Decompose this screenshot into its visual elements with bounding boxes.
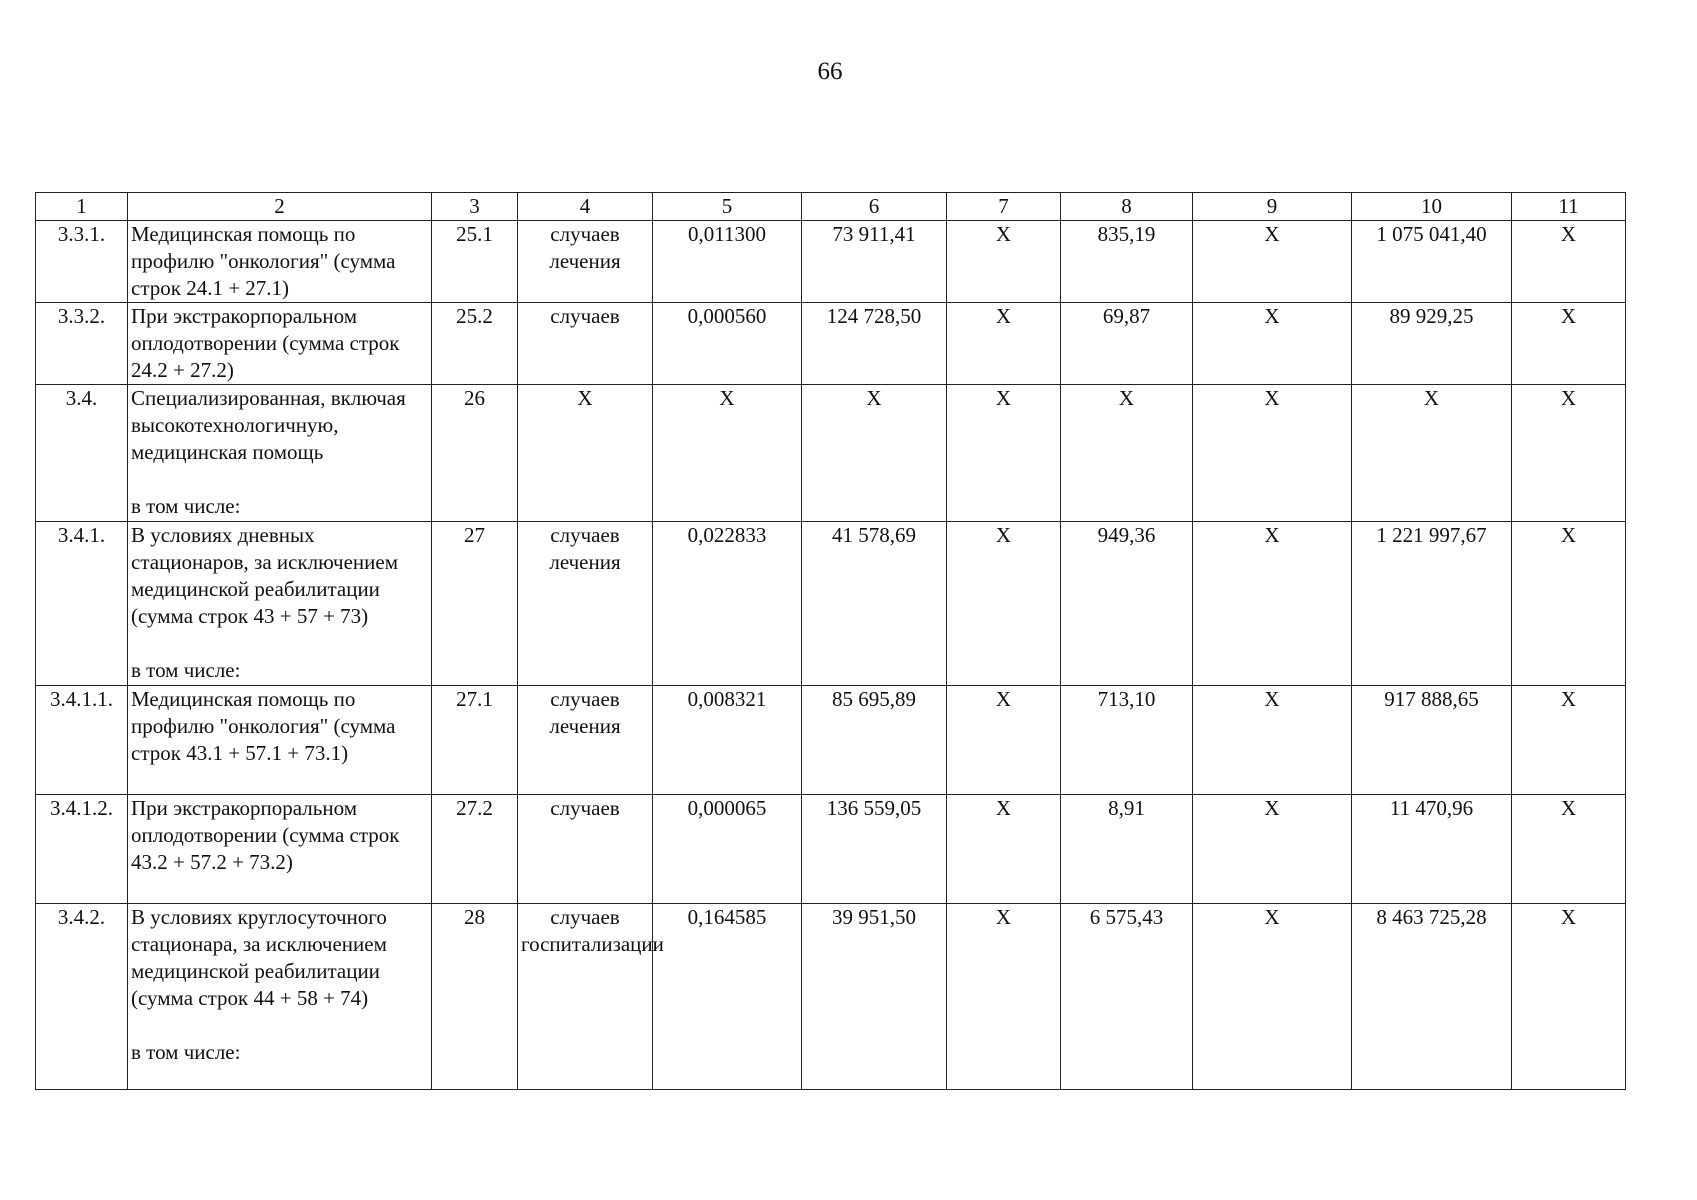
column-number: 7	[947, 193, 1061, 221]
row-number: 3.3.2.	[36, 303, 128, 385]
cell-col9: X	[1193, 904, 1352, 1090]
row-name	[128, 904, 432, 1090]
line-code: 27.2	[432, 795, 518, 904]
cell-col7: X	[947, 385, 1061, 522]
row-number: 3.4.2.	[36, 904, 128, 1090]
column-numbers-row	[36, 193, 1626, 221]
unit: случаев лечения	[518, 522, 653, 686]
cell-col5: 0,000065	[653, 795, 802, 904]
row-subtitle: в том числе:	[131, 658, 241, 682]
column-number: 8	[1061, 193, 1193, 221]
row-name-text: При экстракорпоральном оплодотворении (сумма строк 43.2 + 57.2 + 73.2)	[131, 796, 400, 874]
column-number: 1	[36, 193, 128, 221]
row-name	[128, 795, 432, 904]
row-subtitle: в том числе:	[131, 1040, 241, 1064]
row-number: 3.4.1.	[36, 522, 128, 686]
cell-col5: 0,164585	[653, 904, 802, 1090]
unit: случаев	[518, 303, 653, 385]
row-name-text: В условиях дневных стационаров, за исключением медицинской реабилитации (сумма строк 43 + 57 + 73)	[131, 523, 398, 628]
cell-col6: X	[802, 385, 947, 522]
cell-col5: 0,011300	[653, 221, 802, 303]
cell-col7: X	[947, 904, 1061, 1090]
cell-col6: 85 695,89	[802, 686, 947, 795]
cell-col10: 8 463 725,28	[1352, 904, 1512, 1090]
cell-col9: X	[1193, 385, 1352, 522]
cell-col8: 835,19	[1061, 221, 1193, 303]
cell-col8: 949,36	[1061, 522, 1193, 686]
cell-col9: X	[1193, 795, 1352, 904]
cell-col10: 1 075 041,40	[1352, 221, 1512, 303]
cell-col11: X	[1512, 385, 1626, 522]
cell-col9: X	[1193, 522, 1352, 686]
unit: случаев лечения	[518, 221, 653, 303]
cell-col11: X	[1512, 221, 1626, 303]
line-code: 25.2	[432, 303, 518, 385]
cell-col7: X	[947, 522, 1061, 686]
unit: случаев	[518, 795, 653, 904]
row-name-text: В условиях круглосуточного стационара, за исключением медицинской реабилитации (сумма строк 44 + 58 + 74)	[131, 905, 387, 1010]
unit: случаев лечения	[518, 686, 653, 795]
cell-col11: X	[1512, 904, 1626, 1090]
cell-col10: 917 888,65	[1352, 686, 1512, 795]
cell-col11: X	[1512, 303, 1626, 385]
line-code: 28	[432, 904, 518, 1090]
cell-col9: X	[1193, 686, 1352, 795]
data-table	[35, 192, 1626, 1090]
row-name	[128, 221, 432, 303]
column-number: 4	[518, 193, 653, 221]
row-name	[128, 686, 432, 795]
row-name-text: При экстракорпоральном оплодотворении (сумма строк 24.2 + 27.2)	[131, 304, 400, 382]
row-number: 3.4.	[36, 385, 128, 522]
cell-col5: 0,008321	[653, 686, 802, 795]
cell-col6: 124 728,50	[802, 303, 947, 385]
line-code: 27	[432, 522, 518, 686]
row-name-text: Специализированная, включая высокотехнологичную, медицинская помощь	[131, 386, 406, 464]
row-number: 3.3.1.	[36, 221, 128, 303]
cell-col9: X	[1193, 221, 1352, 303]
row-name-text: Медицинская помощь по профилю "онкология" (сумма строк 43.1 + 57.1 + 73.1)	[131, 687, 396, 765]
row-number: 3.4.1.1.	[36, 686, 128, 795]
cell-col7: X	[947, 221, 1061, 303]
cell-col6: 73 911,41	[802, 221, 947, 303]
cell-col11: X	[1512, 522, 1626, 686]
table-row	[36, 686, 1626, 795]
column-number: 5	[653, 193, 802, 221]
cell-col5: 0,022833	[653, 522, 802, 686]
table-row	[36, 221, 1626, 303]
column-number: 11	[1512, 193, 1626, 221]
cell-col8: 6 575,43	[1061, 904, 1193, 1090]
cell-col8: 69,87	[1061, 303, 1193, 385]
cell-col10: 1 221 997,67	[1352, 522, 1512, 686]
cell-col6: 39 951,50	[802, 904, 947, 1090]
row-name	[128, 385, 432, 522]
column-number: 2	[128, 193, 432, 221]
cell-col7: X	[947, 303, 1061, 385]
cell-col6: 136 559,05	[802, 795, 947, 904]
column-number: 10	[1352, 193, 1512, 221]
cell-col10: X	[1352, 385, 1512, 522]
table-row	[36, 904, 1626, 1090]
row-name	[128, 522, 432, 686]
cell-col7: X	[947, 686, 1061, 795]
page-number: 66	[817, 58, 843, 85]
line-code: 25.1	[432, 221, 518, 303]
cell-col8: X	[1061, 385, 1193, 522]
cell-col7: X	[947, 795, 1061, 904]
cell-col10: 89 929,25	[1352, 303, 1512, 385]
table-row	[36, 303, 1626, 385]
table-row	[36, 385, 1626, 522]
cell-col6: 41 578,69	[802, 522, 947, 686]
table-row	[36, 522, 1626, 686]
column-number: 9	[1193, 193, 1352, 221]
row-number: 3.4.1.2.	[36, 795, 128, 904]
cell-col5: 0,000560	[653, 303, 802, 385]
unit: случаев госпитализации	[518, 904, 653, 1090]
cell-col10: 11 470,96	[1352, 795, 1512, 904]
table-row	[36, 795, 1626, 904]
line-code: 26	[432, 385, 518, 522]
cell-col11: X	[1512, 686, 1626, 795]
cell-col5: X	[653, 385, 802, 522]
line-code: 27.1	[432, 686, 518, 795]
column-number: 3	[432, 193, 518, 221]
row-subtitle: в том числе:	[131, 494, 241, 518]
cell-col8: 8,91	[1061, 795, 1193, 904]
row-name-text: Медицинская помощь по профилю "онкология" (сумма строк 24.1 + 27.1)	[131, 222, 396, 300]
cell-col8: 713,10	[1061, 686, 1193, 795]
row-name	[128, 303, 432, 385]
unit: X	[518, 385, 653, 522]
cell-col9: X	[1193, 303, 1352, 385]
cell-col11: X	[1512, 795, 1626, 904]
column-number: 6	[802, 193, 947, 221]
